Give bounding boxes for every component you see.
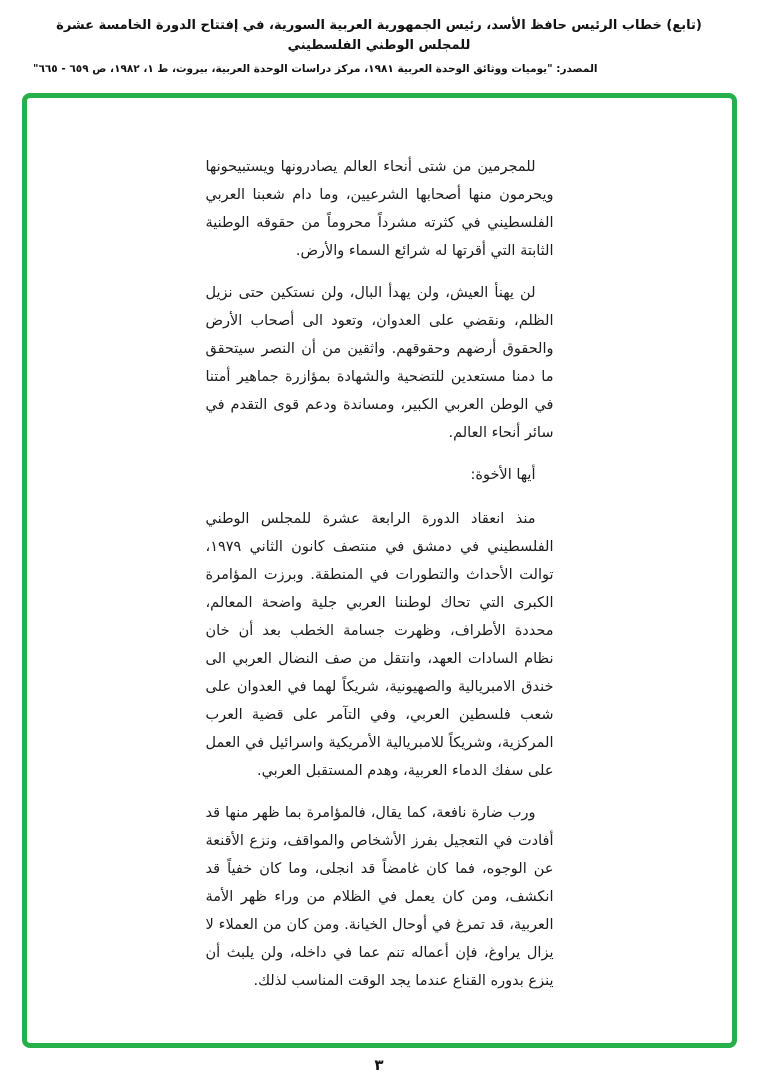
- salutation: أيها الأخوة:: [470, 467, 536, 483]
- page-number: ٣: [374, 1056, 384, 1074]
- paragraph-2: لن يهنأ العيش، ولن يهدأ البال، ولن نستكين حتى نزيل الظلم، ونقضي على العدوان، وتعود الى أصحاب الأرض والحقوق أرضهم وحقوقهم. واثقين من أن النصر سيتحقق ما دمنا مستعدين للتضحية والشهادة بمؤازرة جماهير أمتنا في الوطن العربي الكبير، ومساندة ودعم قوى التقدم في سائر أنحاء العالم.: [205, 285, 554, 441]
- speech-text: [206, 153, 554, 995]
- document-title: (تابع) خطاب الرئيس حافظ الأسد، رئيس الجمهورية العربية السورية، في إفتتاح الدورة الخامسة عشرة للمجلس الوطني الفلسطيني: [56, 18, 702, 53]
- paragraph-1: للمجرمين من شتى أنحاء العالم يصادرونها ويستبيحونها ويحرمون منها أصحابها الشرعيين، وما دام شعبنا العربي الفلسطيني في كثرته مشرداً محروماً من حقوقه الوطنية الثابتة التي أقرتها له شرائع السماء والأرض.: [205, 159, 554, 259]
- page-footer: [0, 1055, 758, 1074]
- page-border-frame: [22, 93, 737, 1048]
- paragraph-3: منذ انعقاد الدورة الرابعة عشرة للمجلس الوطني الفلسطيني في دمشق في منتصف كانون الثاني ١٩٧٩، توالت الأحداث والتطورات في المنطقة. وبرزت المؤامرة الكبرى التي تحاك لوطننا العربي جلية واضحة المعالم، محددة الأطراف، وظهرت جسامة الخطب بعد أن خان نظام السادات العهد، وانتقل من صف النضال العربي الى خندق الامبريالية والصهيونية، شريكاً لهما في العدوان على شعب فلسطين العربي، وفي التآمر على قضية العرب المركزية، وشريكاً للامبريالية الأمريكية واسرائيل في العمل على سفك الدماء العربية، وهدم المستقبل العربي.: [205, 511, 554, 779]
- paragraph-4: ورب ضارة نافعة، كما يقال، فالمؤامرة بما ظهر منها قد أفادت في التعجيل بفرز الأشخاص والمواقف، ونزع الأقنعة عن الوجوه، فما كان غامضاً قد انجلى، وما كان خفياً قد انكشف، ومن كان يعمل في الظلام من وراء ظهر الأمة العربية، قد تمرغ في أوحال الخيانة. ومن كان من العملاء لا يزال يراوغ، فإن أعماله تنم عما في داخله، ولن يلبث أن ينزع بدوره القناع عندما يجد الوقت المناسب لذلك.: [205, 805, 554, 989]
- source-line: المصدر: "يوميات ووثائق الوحدة العربية ١٩٨١، مركز دراسات الوحدة العربية، بيروت، ط ١، ١٩٨٢، ص ٦٥٩ - ٦٦٥": [33, 63, 598, 75]
- document-header: [33, 16, 725, 75]
